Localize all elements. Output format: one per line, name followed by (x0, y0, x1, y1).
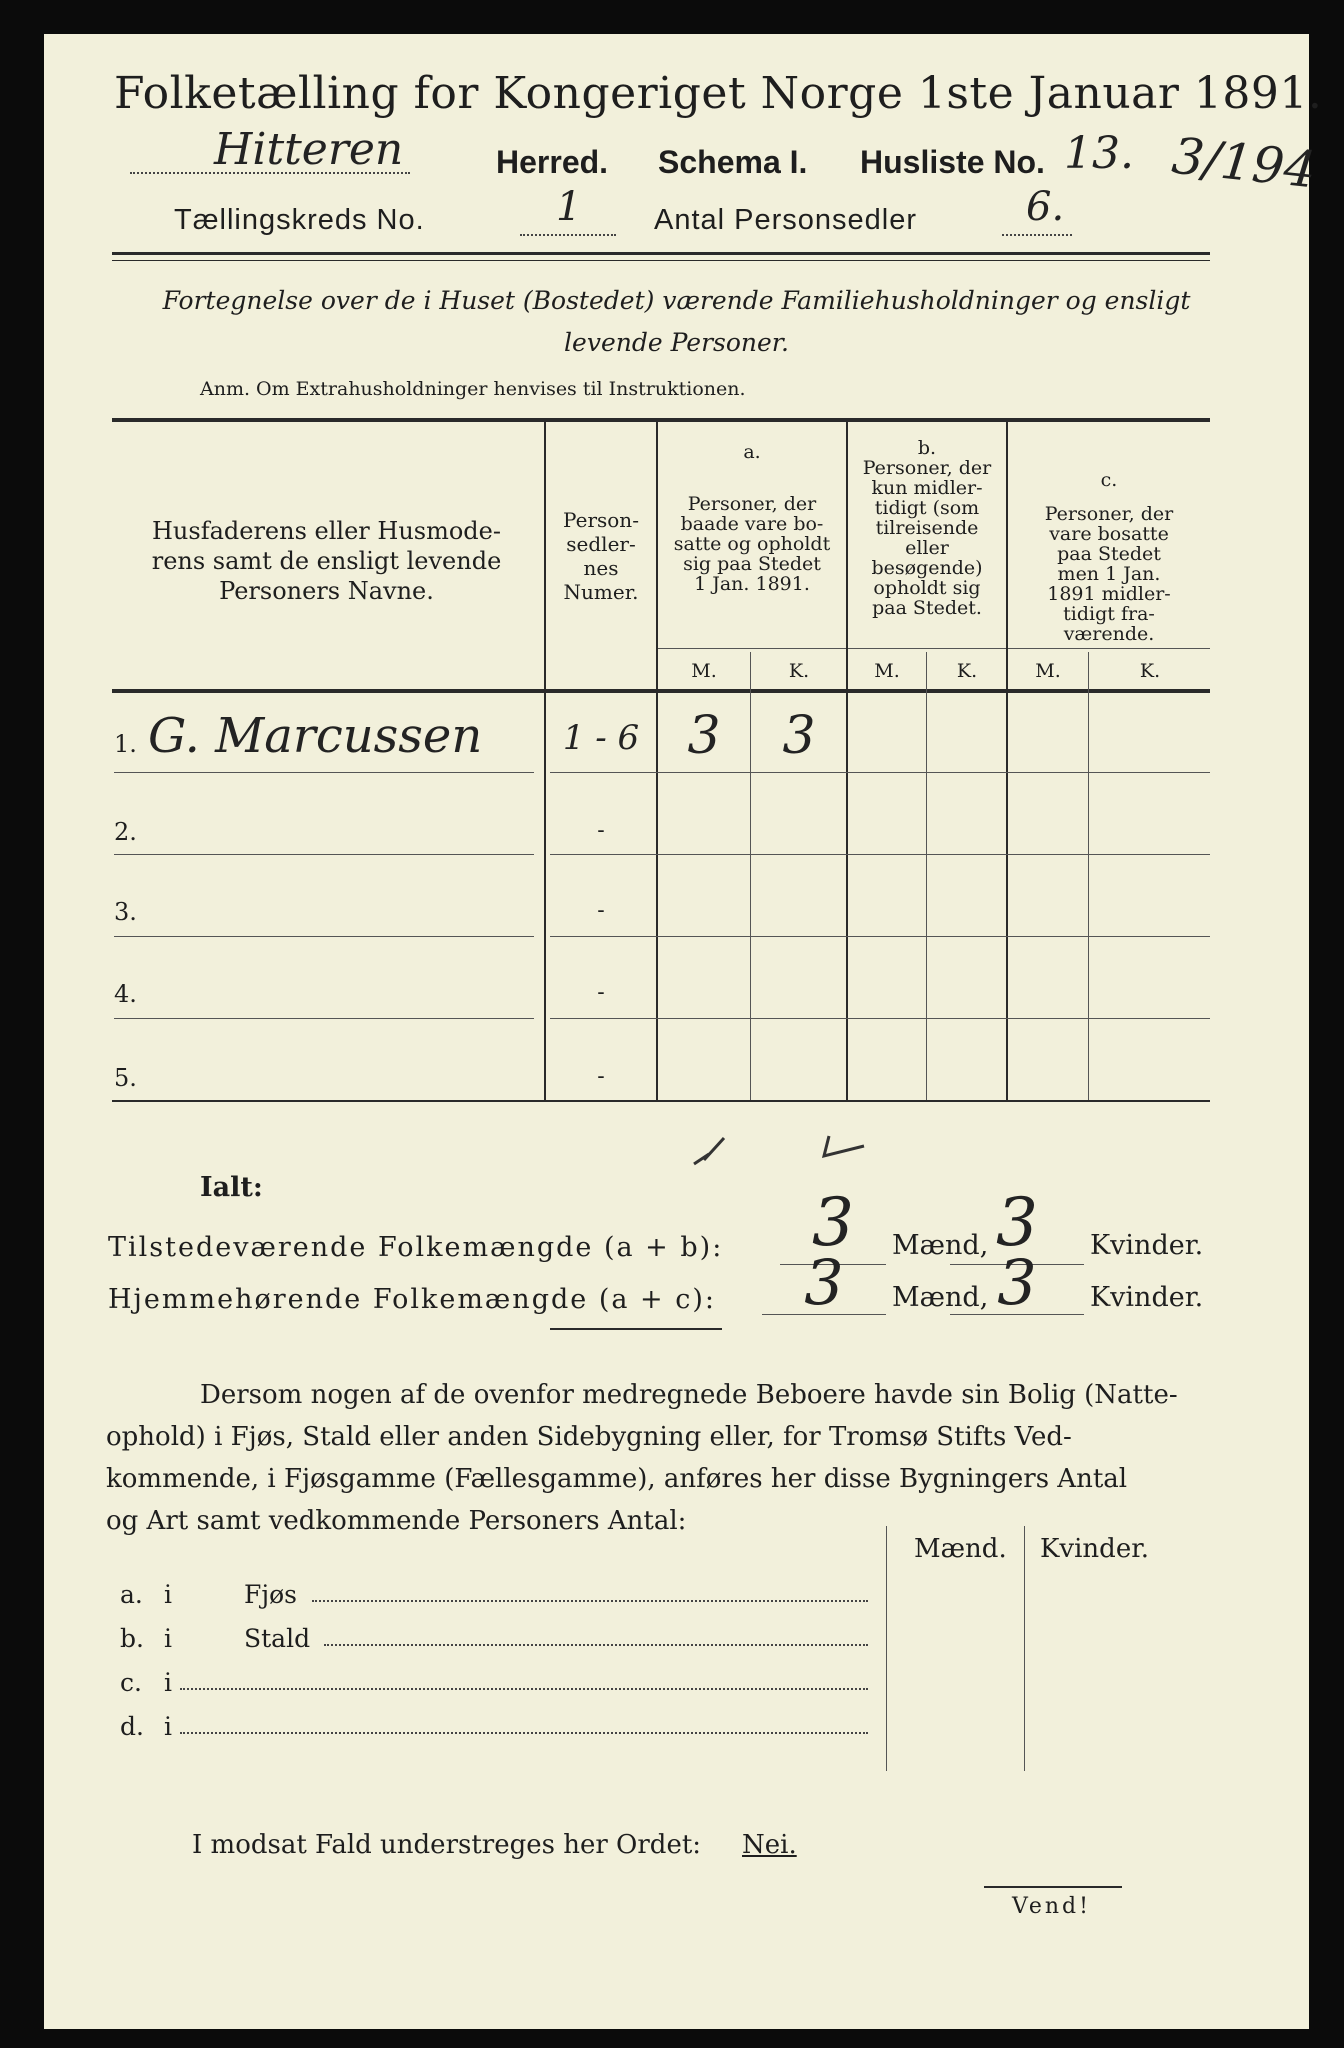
row-number: 1. (114, 730, 137, 758)
section-separator (550, 1328, 722, 1330)
name-column-header: Husfaderens eller Husmode- rens samt de ensligt levende Personers Navne. (151, 517, 502, 605)
intro-heading-line1: Fortegnelse over de i Huset (Bostedet) værende Familiehusholdninger og ensligt (162, 286, 1191, 315)
mk-rule (656, 648, 1210, 649)
modsat-text: I modsat Fald understreges her Ordet: (192, 1830, 702, 1860)
col-a-letter: a. (743, 441, 761, 463)
row-a-m: 3 (687, 706, 721, 766)
tilstede-maend-word: Mænd, (892, 1230, 989, 1261)
hjemme-kvinder-word: Kvinder. (1090, 1282, 1204, 1313)
intro-heading-line2: levende Personer. (564, 328, 789, 357)
col-c-letter: c. (1100, 469, 1118, 491)
row-a-k: 3 (782, 706, 816, 766)
row-rule-cells (550, 772, 1210, 773)
personsedler-dotted-line (1002, 234, 1072, 236)
row-rule-cells (550, 936, 1210, 937)
row-number: 2. (114, 818, 137, 846)
tilstede-label: Tilstedeværende Folkemængde (a + b): (108, 1232, 724, 1263)
building-item-letter: a. (120, 1580, 143, 1609)
table-header-rule (112, 689, 1210, 693)
building-item-dots (312, 1600, 868, 1602)
col-divider-b-mk (926, 652, 927, 1100)
census-form-page (44, 34, 1323, 2029)
row-name: G. Marcussen (148, 708, 483, 764)
building-item-prefix: i (164, 1712, 172, 1741)
col-b-m-label: M. (874, 660, 900, 682)
col-c-m-label: M. (1035, 660, 1061, 682)
row-rule-cells (550, 854, 1210, 855)
header-rule-top (112, 252, 1210, 255)
herred-value: Hitteren (214, 124, 404, 175)
col-c-k-label: K. (1139, 660, 1161, 682)
table-bottom-rule (112, 1100, 1210, 1102)
row-number: 3. (114, 898, 137, 926)
numer-column-header: Person- sedler- nes Numer. (563, 508, 639, 604)
row-numer: - (597, 1064, 605, 1089)
col-b-k-label: K. (956, 660, 978, 682)
kreds-value: 1 (556, 184, 582, 230)
building-item-label: Stald (244, 1624, 311, 1653)
tilstede-kvinder-value: 3 (996, 1184, 1038, 1261)
col-a-k-label: K. (788, 660, 810, 682)
row-numer: - (597, 818, 605, 843)
row-numer: - (597, 980, 605, 1005)
personsedler-value: 6. (1026, 184, 1065, 230)
ialt-label: Ialt: (200, 1172, 263, 1203)
col-divider-c-mk (1088, 652, 1089, 1100)
col-a-m-label: M. (691, 660, 717, 682)
col-a-header: Personer, der baade vare bo- satte og opholdt sig paa Stedet 1 Jan. 1891. (673, 493, 831, 595)
husliste-value: 13. (1064, 128, 1134, 179)
hjemme-maend-value: 3 (804, 1246, 844, 1319)
kreds-dotted-line (520, 234, 616, 236)
anm-note: Anm. Om Extrahusholdninger henvises til Instruktionen. (200, 378, 746, 400)
building-item-dots (180, 1732, 868, 1734)
col-c-header: Personer, der vare bosatte paa Stedet men 1 Jan. 1891 midler- tidigt fra- værende. (1044, 503, 1174, 645)
tilstede-kvinder-word: Kvinder. (1090, 1230, 1204, 1261)
row-numer: 1 - 6 (562, 718, 640, 758)
building-item-letter: c. (120, 1668, 142, 1697)
building-item-prefix: i (164, 1668, 172, 1697)
row-rule-cells (550, 1018, 1210, 1019)
husliste-label: Husliste No. (860, 144, 1045, 180)
buildings-maend-header: Mænd. (914, 1534, 1007, 1564)
row-number: 4. (114, 980, 137, 1008)
col-b-letter: b. (917, 437, 937, 459)
col-b-header: Personer, der kun midler- tidigt (som tilreisende eller besøgende) opholdt sig paa Stedet. (862, 457, 992, 619)
margin-note: 3/194 (1169, 126, 1319, 200)
hjemme-maend-word: Mænd, (892, 1282, 989, 1313)
buildings-divider-2 (1024, 1526, 1025, 1771)
herred-label: Herred. (496, 144, 609, 180)
building-item-dots (180, 1688, 868, 1690)
table-top-rule (112, 418, 1210, 422)
col-divider-a-mk (750, 652, 751, 1100)
form-title: Folketælling for Kongeriget Norge 1ste Januar 1891. (114, 68, 1323, 119)
building-item-letter: b. (120, 1624, 144, 1653)
row-rule-name (114, 936, 534, 937)
schema-label: Schema I. (658, 144, 808, 180)
row-number: 5. (114, 1064, 137, 1092)
row-numer: - (597, 898, 605, 923)
row-rule-name (114, 772, 534, 773)
nei-word: Nei. (742, 1830, 797, 1860)
row-rule-name (114, 1018, 534, 1019)
building-item-dots (324, 1644, 868, 1646)
personsedler-label: Antal Personsedler (654, 204, 918, 236)
check-marks (684, 1130, 884, 1170)
vend-text: Vend! (1012, 1894, 1091, 1919)
building-item-letter: d. (120, 1712, 144, 1741)
hjemme-label: Hjemmehørende Folkemængde (a + c): (108, 1284, 716, 1315)
row-rule-name (114, 854, 534, 855)
hjemme-kvinder-value: 3 (997, 1246, 1037, 1319)
building-item-label: Fjøs (244, 1580, 297, 1609)
buildings-paragraph: Dersom nogen af de ovenfor medregnede Beboere havde sin Bolig (Natte- ophold) i Fjøs, Stald eller anden Sidebygning eller, for Tromsø Stifts Ved- kommende, i Fjøsgamme (Fællesgamme), anføres her disse Bygningers Antal og Art samt vedkommende Personers Antal: (106, 1380, 1178, 1536)
building-item-prefix: i (164, 1580, 172, 1609)
vend-rule (984, 1886, 1122, 1888)
buildings-kvinder-header: Kvinder. (1040, 1534, 1150, 1564)
building-item-prefix: i (164, 1624, 172, 1653)
tilstede-maend-value: 3 (812, 1184, 854, 1261)
kreds-label: Tællingskreds No. (174, 204, 425, 236)
header-rule-bottom (112, 260, 1210, 261)
buildings-divider-1 (886, 1526, 887, 1771)
